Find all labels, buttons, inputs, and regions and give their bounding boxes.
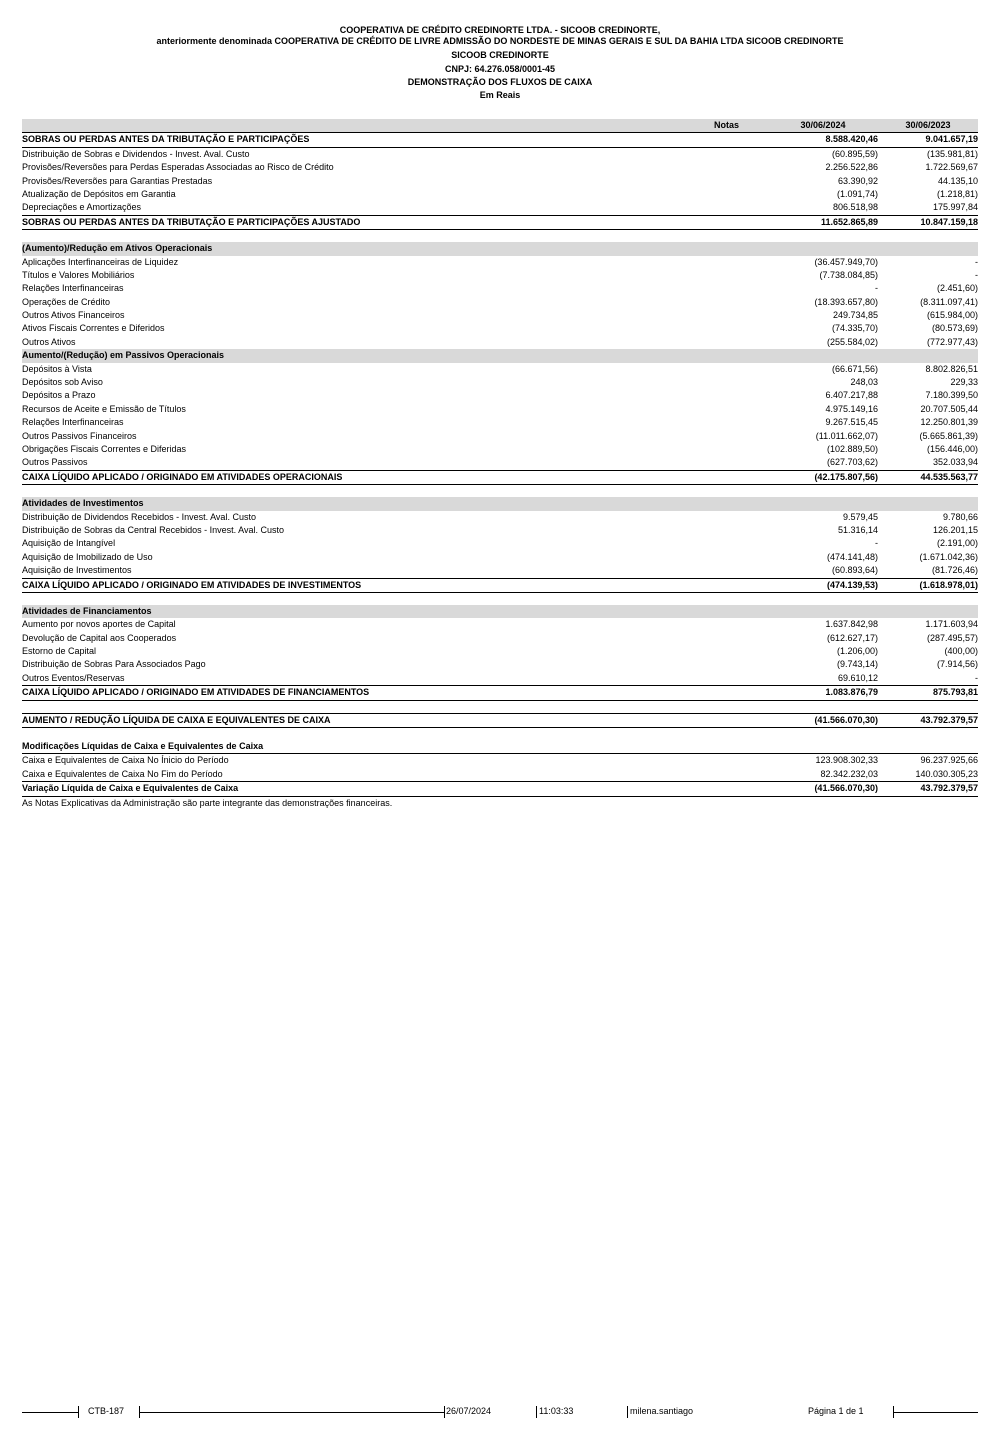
value-2023: 44.135,10 — [937, 175, 978, 186]
value-2023: (287.495,57) — [926, 632, 978, 643]
table-row — [22, 322, 978, 335]
value-2023: 9.780,66 — [942, 511, 978, 522]
table-row — [22, 754, 978, 767]
spacer-row — [22, 593, 978, 605]
value-2023: - — [975, 269, 978, 280]
cnpj: CNPJ: 64.276.058/0001-45 — [444, 64, 556, 74]
row-label: Aplicações Interfinanceiras de Liquidez — [22, 256, 179, 267]
cash-flow-table — [22, 119, 978, 797]
row-label: SOBRAS OU PERDAS ANTES DA TRIBUTAÇÃO E PARTICIPAÇÕES AJUSTADO — [22, 216, 361, 227]
page-number: Página 1 de 1 — [808, 1406, 864, 1416]
table-row — [22, 132, 978, 147]
row-label: Modificações Líquidas de Caixa e Equivalentes de Caixa — [22, 741, 264, 752]
row-label: SOBRAS OU PERDAS ANTES DA TRIBUTAÇÃO E PARTICIPAÇÕES — [22, 134, 310, 145]
value-2024: 248,03 — [850, 377, 878, 388]
value-2023: (615.984,00) — [926, 310, 978, 321]
row-label: Depósitos a Prazo — [22, 390, 96, 401]
spacer-row — [22, 230, 978, 242]
value-2024: (60.893,64) — [831, 565, 878, 576]
table-row — [22, 282, 978, 295]
value-2023: (156.446,00) — [926, 443, 978, 454]
value-2023: 126.201,15 — [932, 524, 978, 535]
col-2023-header: 30/06/2023 — [905, 120, 951, 130]
row-label: Caixa e Equivalentes de Caixa No Fim do Período — [22, 768, 223, 779]
table-row — [22, 524, 978, 537]
table-row — [22, 148, 978, 161]
value-2024: 1.083.876,79 — [825, 687, 878, 698]
value-2024: 82.342.232,03 — [820, 768, 878, 779]
row-label: Títulos e Valores Mobiliários — [22, 269, 135, 280]
value-2024: 249.734,85 — [832, 310, 878, 321]
value-2024: (7.738.084,85) — [819, 269, 878, 280]
value-2023: (5.665.861,39) — [919, 430, 978, 441]
value-2023: (80.573,69) — [931, 323, 978, 334]
value-2023: 7.180.399,50 — [925, 390, 978, 401]
footnote: As Notas Explicativas da Administração são parte integrante das demonstrações financeiras. — [22, 798, 393, 808]
row-label: Outros Passivos — [22, 457, 88, 468]
table-row — [22, 471, 978, 485]
row-label: Variação Líquida de Caixa e Equivalentes de Caixa — [22, 783, 239, 794]
value-2024: (474.141,48) — [826, 551, 878, 562]
row-label: Distribuição de Sobras Para Associados Pago — [22, 659, 206, 670]
value-2024: 806.518,98 — [832, 202, 878, 213]
spacer-row — [22, 728, 978, 740]
table-row — [22, 188, 978, 201]
value-2024: 2.256.522,86 — [825, 162, 878, 173]
section-header — [22, 349, 978, 362]
row-label: Obrigações Fiscais Correntes e Diferidas — [22, 443, 187, 454]
value-2024: (255.584,02) — [826, 336, 878, 347]
table-row — [22, 632, 978, 645]
value-2024: (41.566.070,30) — [814, 714, 878, 725]
value-2023: 175.997,84 — [932, 202, 978, 213]
table-row — [22, 618, 978, 631]
value-2023: (1.218,81) — [936, 188, 978, 199]
value-2024: 11.652.865,89 — [820, 216, 878, 227]
print-date: 26/07/2024 — [446, 1406, 492, 1416]
notas-header: Notas — [714, 120, 740, 130]
table-row — [22, 511, 978, 524]
table-row — [22, 175, 978, 188]
table-row — [22, 564, 978, 578]
table-row — [22, 430, 978, 443]
value-2024: - — [875, 538, 878, 549]
value-2024: 9.579,45 — [842, 511, 878, 522]
table-header — [22, 119, 978, 132]
table-row — [22, 376, 978, 389]
print-time: 11:03:33 — [539, 1406, 574, 1416]
row-label: Outros Ativos — [22, 336, 76, 347]
table-row — [22, 768, 978, 782]
row-label: AUMENTO / REDUÇÃO LÍQUIDA DE CAIXA E EQUIVALENTES DE CAIXA — [22, 714, 331, 725]
row-label: Provisões/Reversões para Garantias Prestadas — [22, 175, 213, 186]
table-row — [22, 201, 978, 215]
value-2023: 44.535.563,77 — [920, 471, 978, 482]
value-2024: (18.393.657,80) — [814, 296, 878, 307]
value-2024: 6.407.217,88 — [825, 390, 878, 401]
value-2023: 96.237.925,66 — [920, 755, 978, 766]
value-2024: - — [875, 283, 878, 294]
row-label: Ativos Fiscais Correntes e Diferidos — [22, 323, 165, 334]
value-2023: - — [975, 256, 978, 267]
table-row — [22, 216, 978, 230]
spacer-row — [22, 485, 978, 497]
value-2024: (11.011.662,07) — [815, 430, 878, 441]
value-2024: 69.610,12 — [837, 672, 878, 683]
row-label: Caixa e Equivalentes de Caixa No Ínicio do Período — [22, 755, 229, 766]
row-label: Outros Passivos Financeiros — [22, 430, 137, 441]
company-name: COOPERATIVA DE CRÉDITO CREDINORTE LTDA. - SICOOB CREDINORTE, — [339, 25, 661, 35]
value-2023: (772.977,43) — [926, 336, 978, 347]
row-label: Aquisição de Intangível — [22, 538, 116, 549]
table-row — [22, 551, 978, 564]
row-label: (Aumento)/Redução em Ativos Operacionais — [22, 243, 213, 254]
value-2024: (1.091,74) — [836, 188, 878, 199]
value-2023: (2.451,60) — [936, 283, 978, 294]
value-2023: (135.981,81) — [926, 148, 978, 159]
row-label: CAIXA LÍQUIDO APLICADO / ORIGINADO EM ATIVIDADES OPERACIONAIS — [22, 471, 343, 482]
table-row — [22, 416, 978, 429]
row-label: Atividades de Investimentos — [22, 498, 144, 509]
col-2024-header: 30/06/2024 — [800, 120, 846, 130]
row-label: Recursos de Aceite e Emissão de Títulos — [22, 403, 186, 414]
row-label: Depreciações e Amortizações — [22, 202, 142, 213]
row-label: Aumento por novos aportes de Capital — [22, 619, 176, 630]
row-label: Depósitos sob Aviso — [22, 377, 103, 388]
value-2024: (612.627,17) — [826, 632, 878, 643]
value-2024: 63.390,92 — [837, 175, 878, 186]
value-2024: 8.588.420,46 — [825, 134, 878, 145]
value-2023: (81.726,46) — [931, 565, 978, 576]
table-row — [22, 363, 978, 376]
short-name: SICOOB CREDINORTE — [451, 50, 549, 60]
section-header — [22, 497, 978, 510]
former-name: anteriormente denominada COOPERATIVA DE CRÉDITO DE LIVRE ADMISSÃO DO NORDESTE DE MINAS GERAIS E SUL DA BAHIA LTDA SICOOB CREDINORTE — [156, 36, 844, 46]
row-label: Atualização de Depósitos em Garantia — [22, 188, 176, 199]
value-2024: (74.335,70) — [831, 323, 878, 334]
value-2024: (9.743,14) — [836, 659, 878, 670]
value-2023: (400,00) — [944, 646, 978, 657]
row-label: Distribuição de Sobras e Dividendos - Invest. Aval. Custo — [22, 148, 250, 159]
value-2024: (1.206,00) — [836, 646, 878, 657]
value-2023: 43.792.379,57 — [920, 783, 978, 794]
section-header — [22, 242, 978, 255]
table-row — [22, 658, 978, 671]
table-row — [22, 672, 978, 686]
value-2023: (1.618.978,01) — [919, 579, 978, 590]
value-2023: 140.030.305,23 — [915, 768, 978, 779]
table-row — [22, 403, 978, 416]
user-name: milena.santiago — [630, 1406, 694, 1416]
table-row — [22, 389, 978, 402]
table-row — [22, 686, 978, 700]
page-footer — [0, 1404, 1000, 1420]
value-2023: (7.914,56) — [936, 659, 978, 670]
value-2024: 9.267.515,45 — [825, 417, 878, 428]
value-2024: (102.889,50) — [826, 443, 878, 454]
value-2023: 8.802.826,51 — [925, 363, 978, 374]
table-row — [22, 443, 978, 456]
row-label: Aquisição de Investimentos — [22, 565, 132, 576]
value-2023: 1.171.603,94 — [925, 619, 978, 630]
value-2024: (60.895,59) — [831, 148, 878, 159]
value-2023: 10.847.159,18 — [920, 216, 978, 227]
table-row — [22, 269, 978, 282]
value-2023: - — [975, 672, 978, 683]
value-2024: 4.975.149,16 — [825, 403, 878, 414]
row-label: Aquisição de Imobilizado de Uso — [22, 551, 153, 562]
value-2024: 123.908.302,33 — [815, 755, 878, 766]
section-header — [22, 605, 978, 618]
table-row — [22, 161, 978, 174]
value-2023: 9.041.657,19 — [925, 134, 978, 145]
table-row — [22, 713, 978, 728]
table-row — [22, 740, 978, 754]
value-2023: (2.191,00) — [936, 538, 978, 549]
row-label: Distribuição de Dividendos Recebidos - Invest. Aval. Custo — [22, 511, 256, 522]
value-2023: 875.793,81 — [932, 687, 978, 698]
table-row — [22, 579, 978, 593]
row-label: Estorno de Capital — [22, 646, 97, 657]
row-label: Operações de Crédito — [22, 296, 111, 307]
row-label: Relações Interfinanceiras — [22, 283, 124, 294]
value-2023: 20.707.505,44 — [920, 403, 978, 414]
table-row — [22, 309, 978, 322]
table-row — [22, 336, 978, 349]
row-label: Atividades de Financiamentos — [22, 605, 152, 616]
value-2023: 43.792.379,57 — [920, 714, 978, 725]
row-label: Aumento/(Redução) em Passivos Operacionais — [22, 350, 225, 361]
row-label: Outros Ativos Financeiros — [22, 310, 125, 321]
value-2023: 1.722.569,67 — [925, 162, 978, 173]
value-2023: (8.311.097,41) — [920, 296, 978, 307]
row-label: Provisões/Reversões para Perdas Esperadas Associadas ao Risco de Crédito — [22, 162, 334, 173]
value-2024: (474.139,53) — [826, 579, 878, 590]
value-2023: 12.250.801,39 — [920, 417, 978, 428]
value-2023: (1.671.042,36) — [919, 551, 978, 562]
table-row — [22, 296, 978, 309]
row-label: CAIXA LÍQUIDO APLICADO / ORIGINADO EM ATIVIDADES DE FINANCIAMENTOS — [22, 687, 370, 698]
table-row — [22, 645, 978, 658]
currency-note: Em Reais — [479, 90, 521, 100]
report-title: DEMONSTRAÇÃO DOS FLUXOS DE CAIXA — [407, 77, 593, 87]
report-code: CTB-187 — [88, 1406, 125, 1416]
value-2024: 1.637.842,98 — [825, 619, 878, 630]
value-2024: (36.457.949,70) — [814, 256, 878, 267]
row-label: Depósitos à Vista — [22, 363, 92, 374]
value-2024: 51.316,14 — [837, 524, 878, 535]
row-label: Relações Interfinanceiras — [22, 417, 124, 428]
row-label: Outros Eventos/Reservas — [22, 672, 125, 683]
value-2024: (627.703,62) — [826, 457, 878, 468]
table-row — [22, 456, 978, 470]
table-row — [22, 537, 978, 550]
row-label: CAIXA LÍQUIDO APLICADO / ORIGINADO EM ATIVIDADES DE INVESTIMENTOS — [22, 579, 362, 590]
value-2023: 352.033,94 — [932, 457, 978, 468]
row-label: Devolução de Capital aos Cooperados — [22, 632, 177, 643]
spacer-row — [22, 701, 978, 713]
value-2023: 229,33 — [950, 377, 978, 388]
table-row — [22, 256, 978, 269]
value-2024: (66.671,56) — [831, 363, 878, 374]
value-2024: (41.566.070,30) — [814, 783, 878, 794]
table-row — [22, 782, 978, 796]
value-2024: (42.175.807,56) — [814, 471, 878, 482]
row-label: Distribuição de Sobras da Central Recebidos - Invest. Aval. Custo — [22, 524, 284, 535]
